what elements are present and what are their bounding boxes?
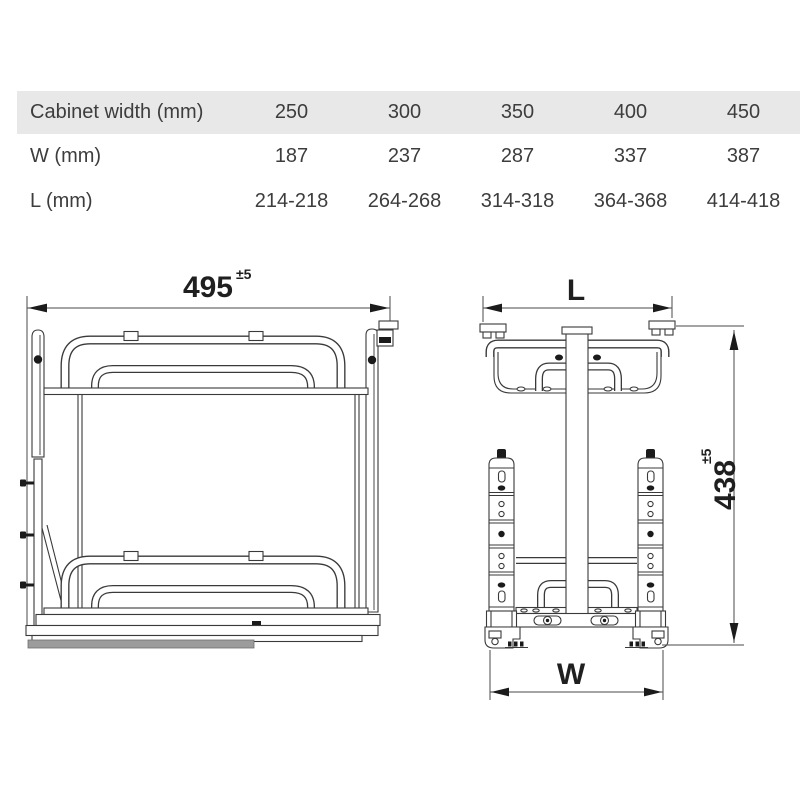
table-header-cell: 350: [461, 91, 574, 134]
front-rail-right: [636, 449, 666, 627]
table-header-cell: 300: [348, 91, 461, 134]
front-view-drawing: [480, 274, 744, 700]
table-header-cell: 450: [687, 91, 800, 134]
dim-length-L: [483, 274, 672, 322]
table-cell: 314-318: [480, 190, 555, 212]
dim-438-tolerance: ±5: [698, 448, 714, 464]
table-header-label: Cabinet width (mm): [17, 91, 235, 134]
table-cell: 337: [613, 145, 648, 167]
table-cell: 187: [274, 145, 309, 167]
dim-L-label: L: [566, 274, 586, 307]
side-base-slide: [26, 615, 380, 649]
table-row-label: W (mm): [30, 145, 102, 167]
side-right-post: [366, 321, 398, 612]
table-header-cell: 400: [574, 91, 687, 134]
slide-rail-bar: [28, 640, 254, 648]
dim-width-W: [490, 650, 663, 700]
dim-438-label: 438: [709, 459, 742, 511]
front-rail-left: [487, 449, 517, 627]
dim-495-label: 495: [182, 271, 233, 304]
dim-W-label: W: [556, 658, 586, 691]
dim-height-438: [662, 326, 744, 645]
front-slide-right: [625, 627, 668, 648]
table-cell: 214-218: [254, 190, 329, 212]
table-cell: 287: [500, 145, 535, 167]
front-slide-left: [485, 627, 528, 648]
dim-495-tolerance: ±5: [236, 266, 252, 282]
front-center-post: [562, 327, 592, 613]
table-header-cell: 250: [235, 91, 348, 134]
table-cell: 364-368: [593, 190, 668, 212]
table-cell: 414-418: [706, 190, 781, 212]
front-base-band: [516, 614, 638, 628]
table-cell: 264-268: [367, 190, 442, 212]
side-left-post: [20, 330, 44, 630]
table-cell: 237: [387, 145, 422, 167]
table-cell: 387: [726, 145, 761, 167]
side-upper-basket: [44, 332, 368, 395]
table-row-label: L (mm): [30, 190, 93, 212]
side-view-drawing: [20, 266, 398, 648]
side-lower-basket: [44, 552, 368, 615]
